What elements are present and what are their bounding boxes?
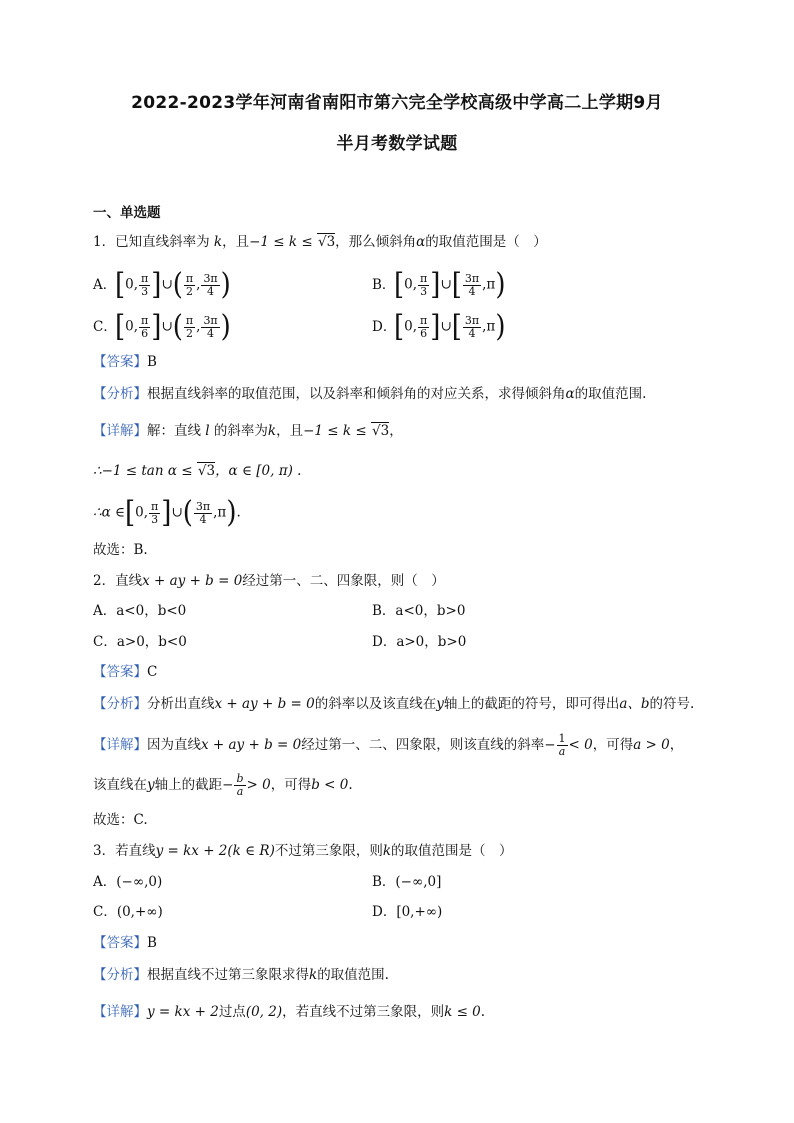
q2-option-d: D．a>0，b>0 xyxy=(372,634,467,650)
q1-detail-line-1: 【详解】解：直线 l 的斜率为k，且−1 ≤ k ≤ √3， xyxy=(93,423,403,439)
q1-detail-line-3: ∴α ∈[0, $\frac{\pi}{3}$ ]∪( $\frac{3\pi}{4}$ ,π). xyxy=(93,495,241,531)
q1-detail-line-2: ∴−1 ≤ tan α ≤ √3，α ∈ [0, π) . xyxy=(93,463,302,479)
q1-option-b: B．[0, $\frac{\pi}{3}$ ]∪[ $\frac{3\pi}{4}$ ,π) xyxy=(372,267,506,303)
document-title-line-1: 2022-2023学年河南省南阳市第六完全学校高级中学高二上学期9月 xyxy=(131,93,663,113)
q1-option-c: C．[0, $\frac{\pi}{6}$ ]∪( $\frac{\pi}{2}$ , $\frac{3\pi}{4}$ ) xyxy=(93,309,231,345)
q2-option-a: A．a<0，b<0 xyxy=(93,603,187,619)
q1-number: 1． xyxy=(93,234,116,250)
q2-answer: 【答案】C xyxy=(93,664,158,680)
document-title-line-2: 半月考数学试题 xyxy=(336,134,458,154)
q2-option-b: B．a<0，b>0 xyxy=(372,603,466,619)
q3-option-d: D．[0,+∞) xyxy=(372,904,443,920)
q2-detail-line-1: 【详解】因为直线x + ay + b = 0经过第一、二、四象限，则该直线的斜率− $\frac{1}{a}$ < 0，可得a > 0， xyxy=(93,732,684,758)
q3-option-c: C．(0,+∞) xyxy=(93,904,163,920)
q2-analysis: 【分析】分析出直线x + ay + b = 0的斜率以及该直线在y轴上的截距的符号，即可得出a、b的符号. xyxy=(93,696,695,712)
q2-option-c: C．a>0，b<0 xyxy=(93,634,187,650)
q3-option-b: B．(−∞,0] xyxy=(372,874,442,890)
q2-detail-line-2: 该直线在y轴上的截距− $\frac{b}{a}$ > 0，可得b < 0. xyxy=(93,772,353,798)
section-heading: 一、单选题 xyxy=(93,205,161,221)
q3-analysis: 【分析】根据直线不过第三象限求得k的取值范围. xyxy=(93,967,389,983)
q1-analysis: 【分析】根据直线斜率的取值范围，以及斜率和倾斜角的对应关系，求得倾斜角α的取值范围. xyxy=(93,386,647,402)
q1-option-a: A．[0, $\frac{\pi}{3}$ ]∪( $\frac{\pi}{2}$ , $\frac{3\pi}{4}$ ) xyxy=(93,267,231,303)
q1-stem: 1．已知直线斜率为 k，且−1 ≤ k ≤ √3，那么倾斜角α的取值范围是（ ） xyxy=(93,234,547,250)
q1-option-d: D．[0, $\frac{\pi}{6}$ ]∪[ $\frac{3\pi}{4}$ ,π) xyxy=(372,309,506,345)
q1-answer: 【答案】B xyxy=(93,354,157,370)
q3-answer: 【答案】B xyxy=(93,935,157,951)
q3-detail: 【详解】y = kx + 2过点(0, 2)，若直线不过第三象限，则k ≤ 0. xyxy=(93,1004,486,1020)
q3-stem: 3．若直线y = kx + 2(k ∈ R)不过第三象限，则k的取值范围是（ ） xyxy=(93,843,513,859)
q2-stem: 2．直线x + ay + b = 0经过第一、二、四象限，则（ ） xyxy=(93,573,445,589)
q2-choose: 故选：C. xyxy=(93,812,148,828)
sqrt-3: √3 xyxy=(317,234,336,250)
q3-option-a: A．(−∞,0) xyxy=(93,874,163,890)
q1-choose: 故选：B. xyxy=(93,542,148,558)
